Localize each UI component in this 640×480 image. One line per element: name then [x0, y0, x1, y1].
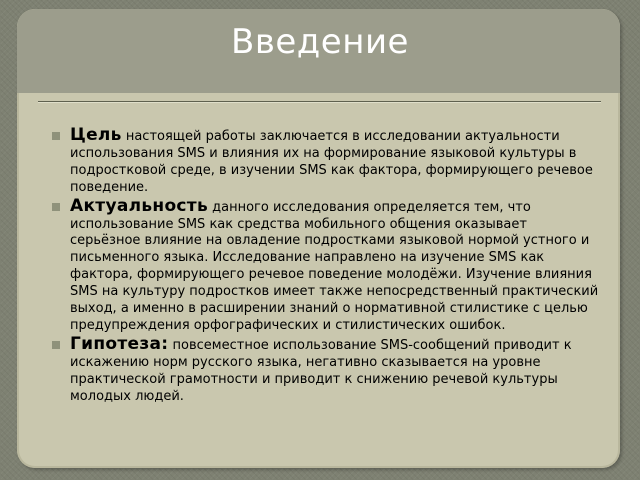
item-text-hypothesis: повсеместное использование SMS-сообщений приводит к искажению норм русского языка, негативно сказывается на уровне практической грамотности и приводит к снижению речевой культуры молодых людей.	[70, 337, 572, 404]
list-item-goal	[52, 127, 600, 197]
slide-title: Введение	[231, 22, 409, 62]
keyword-relevance: Актуальность	[70, 195, 209, 216]
bullet-list	[52, 127, 600, 407]
title-divider	[38, 101, 601, 103]
keyword-goal: Цель	[70, 125, 122, 145]
square-bullet-icon	[52, 132, 60, 140]
keyword-hypothesis: Гипотеза:	[70, 333, 169, 354]
square-bullet-icon	[52, 341, 60, 349]
item-text-relevance: данного исследования определяется тем, что использование SMS как средства мобильного общения оказывает серьёзное влияние на овладение подростками языковой нормой устного и письменного языка. Исследование направлено на изучение SMS как фактора, формирующего речевое поведение молодёжи. Изучение влияния SMS на культуру подростков имеет также непосредственный практический выход, а именно в расширении знаний о нормативной стилистике с целью предупреждения орфографических и стилистических ошибок.	[70, 199, 599, 333]
list-item-relevance	[52, 195, 600, 335]
list-item-hypothesis	[52, 333, 600, 406]
item-text-goal: настоящей работы заключается в исследовании актуальности использования SMS и влияния их на формирование языковой культуры в подростковой среде, в изучении SMS как фактора, формирующего речевое поведение.	[70, 129, 593, 195]
square-bullet-icon	[52, 203, 60, 211]
